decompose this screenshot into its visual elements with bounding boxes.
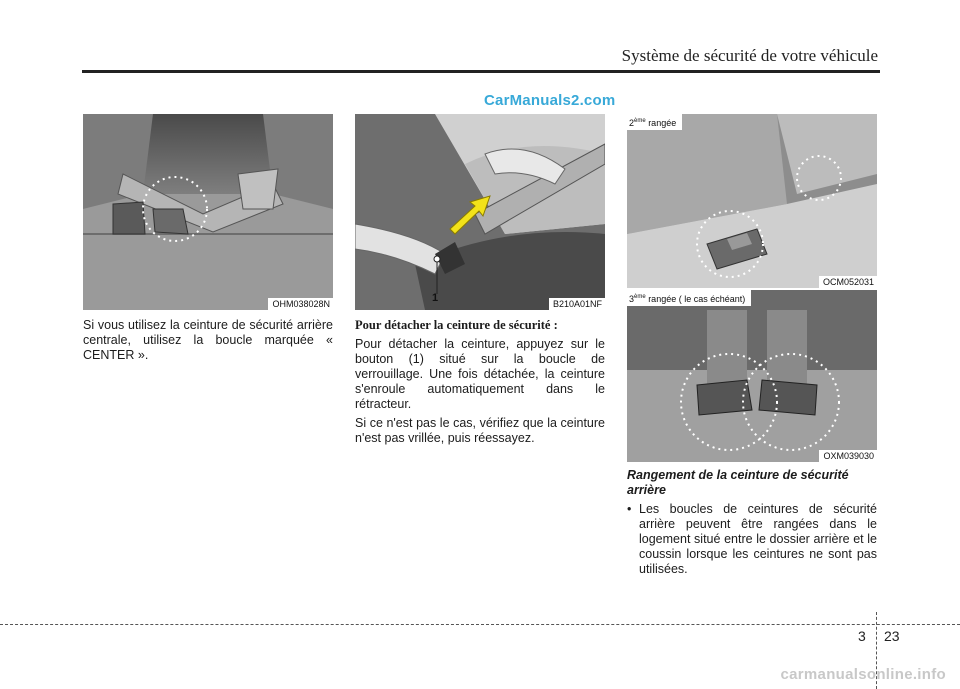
column-2-text [355, 318, 605, 446]
callout-number: 1 [432, 292, 439, 304]
label-sup: ème [634, 118, 646, 124]
label-text: rangée ( le cas échéant) [645, 294, 746, 304]
watermark-top: CarManuals2.com [484, 92, 616, 109]
figure-label [627, 114, 682, 130]
chapter-number: 3 [858, 628, 866, 644]
page-header-title: Système de sécurité de votre véhicule [621, 46, 878, 65]
figure-label [627, 290, 751, 306]
watermark-bottom: carmanualsonline.info [780, 666, 946, 683]
center-buckle-paragraph: Si vous utilisez la ceinture de sécurité arrière centrale, utilisez la boucle marquée « CENTER ». [83, 318, 333, 362]
figure-center-buckle-illustration [83, 114, 333, 310]
figure-center-buckle [83, 114, 333, 310]
bullet-mark: • [627, 502, 632, 516]
figure-code: OXM039030 [819, 450, 877, 462]
storage-bullet-text: Les boucles de ceintures de sécurité arrière peuvent être rangées dans le logement situé entre le dossier arrière et le coussin lorsque les ceintures ne sont pas utilisées. [639, 502, 877, 576]
figure-code: OHM038028N [268, 298, 333, 310]
label-sup: ème [634, 294, 646, 300]
footer-rule [0, 624, 960, 625]
detach-heading: Pour détacher la ceinture de sécurité : [355, 318, 558, 332]
storage-heading: Rangement de la ceinture de sécurité arrière [627, 468, 849, 497]
label-prefix: 2 [629, 118, 635, 128]
column-3-text [627, 468, 877, 577]
page-number: 23 [884, 628, 900, 644]
figure-code: OCM052031 [819, 276, 877, 288]
column-1-text [83, 318, 333, 363]
label-text: rangée [645, 118, 677, 128]
figure-code: B210A01NF [549, 298, 605, 310]
figure-second-row-illustration [627, 114, 877, 288]
header-rule [82, 70, 880, 73]
figure-second-row [627, 114, 877, 288]
figure-third-row-illustration [627, 290, 877, 462]
detach-paragraph-1: Pour détacher la ceinture, appuyez sur le bouton (1) situé sur la boucle de verrouillage. Une fois détachée, la ceinture s'enroule automatiquement dans le rétracteur. [355, 337, 605, 411]
detach-paragraph-2: Si ce n'est pas le cas, vérifiez que la ceinture n'est pas vrillée, puis réessayez. [355, 416, 605, 445]
figure-detach-belt-illustration [355, 114, 605, 310]
figure-detach-belt [355, 114, 605, 310]
figure-third-row [627, 290, 877, 462]
storage-bullet [627, 502, 877, 577]
label-prefix: 3 [629, 294, 635, 304]
